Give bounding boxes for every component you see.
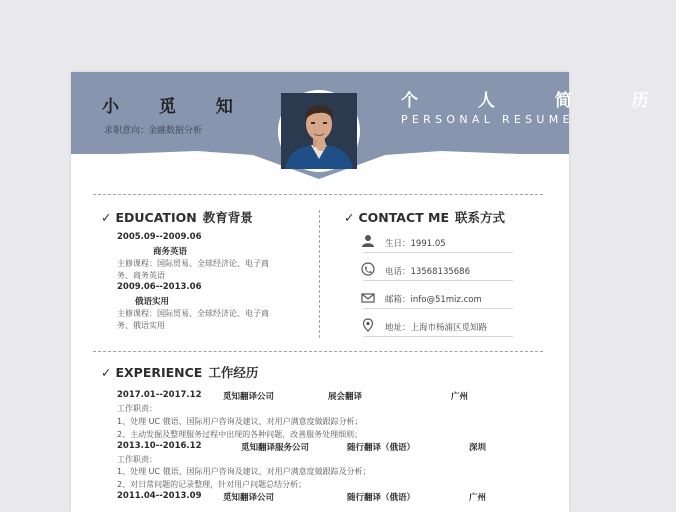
job-3-period: 2011.04--2013.09	[117, 491, 202, 501]
edu-1-period: 2005.09--2009.06	[117, 232, 202, 242]
person-icon	[361, 234, 375, 248]
job-1-city: 广州	[451, 392, 469, 402]
contact-heading-en: CONTACT ME	[358, 210, 450, 225]
experience-heading	[101, 363, 258, 381]
job-1-duty-label: 工作职责：	[117, 404, 157, 413]
divider-top	[93, 194, 543, 195]
education-heading-cn: 教育背景	[202, 210, 253, 225]
contact-address-label: 地址：	[385, 323, 411, 333]
mail-icon	[361, 291, 375, 305]
contact-separator	[363, 336, 513, 337]
job-2-city: 深圳	[469, 443, 487, 453]
phone-icon	[361, 262, 375, 276]
contact-separator	[363, 252, 513, 253]
check-icon: ✓	[101, 365, 112, 380]
edu-2-major: 俄语实用	[135, 297, 170, 307]
contact-address-value: 上海市杨浦区觅知路	[410, 323, 488, 333]
experience-heading-cn: 工作经历	[208, 365, 259, 380]
contact-separator	[363, 308, 513, 309]
job-1-role: 展会翻译	[328, 392, 363, 402]
check-icon: ✓	[101, 210, 112, 225]
edu-1-courses: 主修课程：国际贸易、全球经济论、电子商	[117, 259, 269, 268]
education-heading	[101, 208, 253, 226]
edu-2-period: 2009.06--2013.06	[117, 282, 202, 292]
edu-2-courses-cont: 务、俄语实用	[117, 321, 165, 330]
job-2-role: 随行翻译（俄语）	[347, 443, 416, 453]
job-intent-label: 求职意向：	[104, 126, 150, 136]
contact-birthday-value: 1991.05	[410, 239, 446, 249]
job-1-period: 2017.01--2017.12	[117, 390, 202, 400]
job-2-duty-1: 1、处理 UC 俄语、国际用户咨询及建议，对用户满意度做跟踪及分析；	[117, 467, 371, 476]
job-3-role: 随行翻译（俄语）	[347, 493, 416, 503]
edu-1-major: 商务英语	[153, 247, 188, 257]
candidate-name: 小 觅 知	[102, 97, 250, 117]
avatar	[278, 90, 360, 172]
contact-phone	[385, 265, 470, 277]
contact-address	[385, 321, 487, 333]
edu-2-courses: 主修课程：国际贸易、全球经济论、电子商	[117, 309, 269, 318]
location-icon	[361, 318, 375, 332]
contact-phone-value: 13568135686	[410, 267, 471, 277]
contact-separator	[363, 280, 513, 281]
experience-heading-en: EXPERIENCE	[115, 365, 203, 380]
check-icon: ✓	[344, 210, 355, 225]
education-heading-en: EDUCATION	[115, 210, 197, 225]
resume-title-cn: 个 人 简 历	[401, 91, 676, 111]
edu-1-courses-cont: 务、商务英语	[117, 271, 165, 280]
resume-title-en: PERSONAL RESUME	[401, 113, 574, 126]
contact-phone-label: 电话：	[385, 267, 411, 277]
contact-email-value: info@51miz.com	[410, 295, 482, 305]
job-intent-value: 金融数据分析	[148, 126, 203, 136]
divider-middle	[93, 351, 543, 352]
resume-header	[71, 72, 676, 192]
job-3-company: 觅知翻译公司	[223, 493, 275, 503]
job-1-company: 觅知翻译公司	[223, 392, 275, 402]
contact-heading	[344, 208, 505, 226]
contact-birthday-label: 生日：	[385, 239, 411, 249]
job-1-duty-2: 2、主动发掘及整理服务过程中出现的各种问题，改善服务处理细则；	[117, 430, 363, 439]
job-2-period: 2013.10--2016.12	[117, 441, 202, 451]
resume-page	[71, 72, 676, 512]
job-1-duty-1: 1、处理 UC 俄语、国际用户咨询及建议，对用户满意度做跟踪分析；	[117, 417, 363, 426]
job-2-company: 觅知翻译服务公司	[241, 443, 310, 453]
contact-birthday	[385, 237, 446, 249]
job-3-city: 广州	[469, 493, 487, 503]
contact-email-label: 邮箱：	[385, 295, 411, 305]
contact-email	[385, 293, 482, 305]
divider-vertical	[319, 210, 320, 338]
job-2-duty-2: 2、对日常问题的记录整理，针对用户问题总结分析；	[117, 480, 307, 489]
job-2-duty-label: 工作职责：	[117, 455, 157, 464]
contact-heading-cn: 联系方式	[455, 210, 506, 225]
